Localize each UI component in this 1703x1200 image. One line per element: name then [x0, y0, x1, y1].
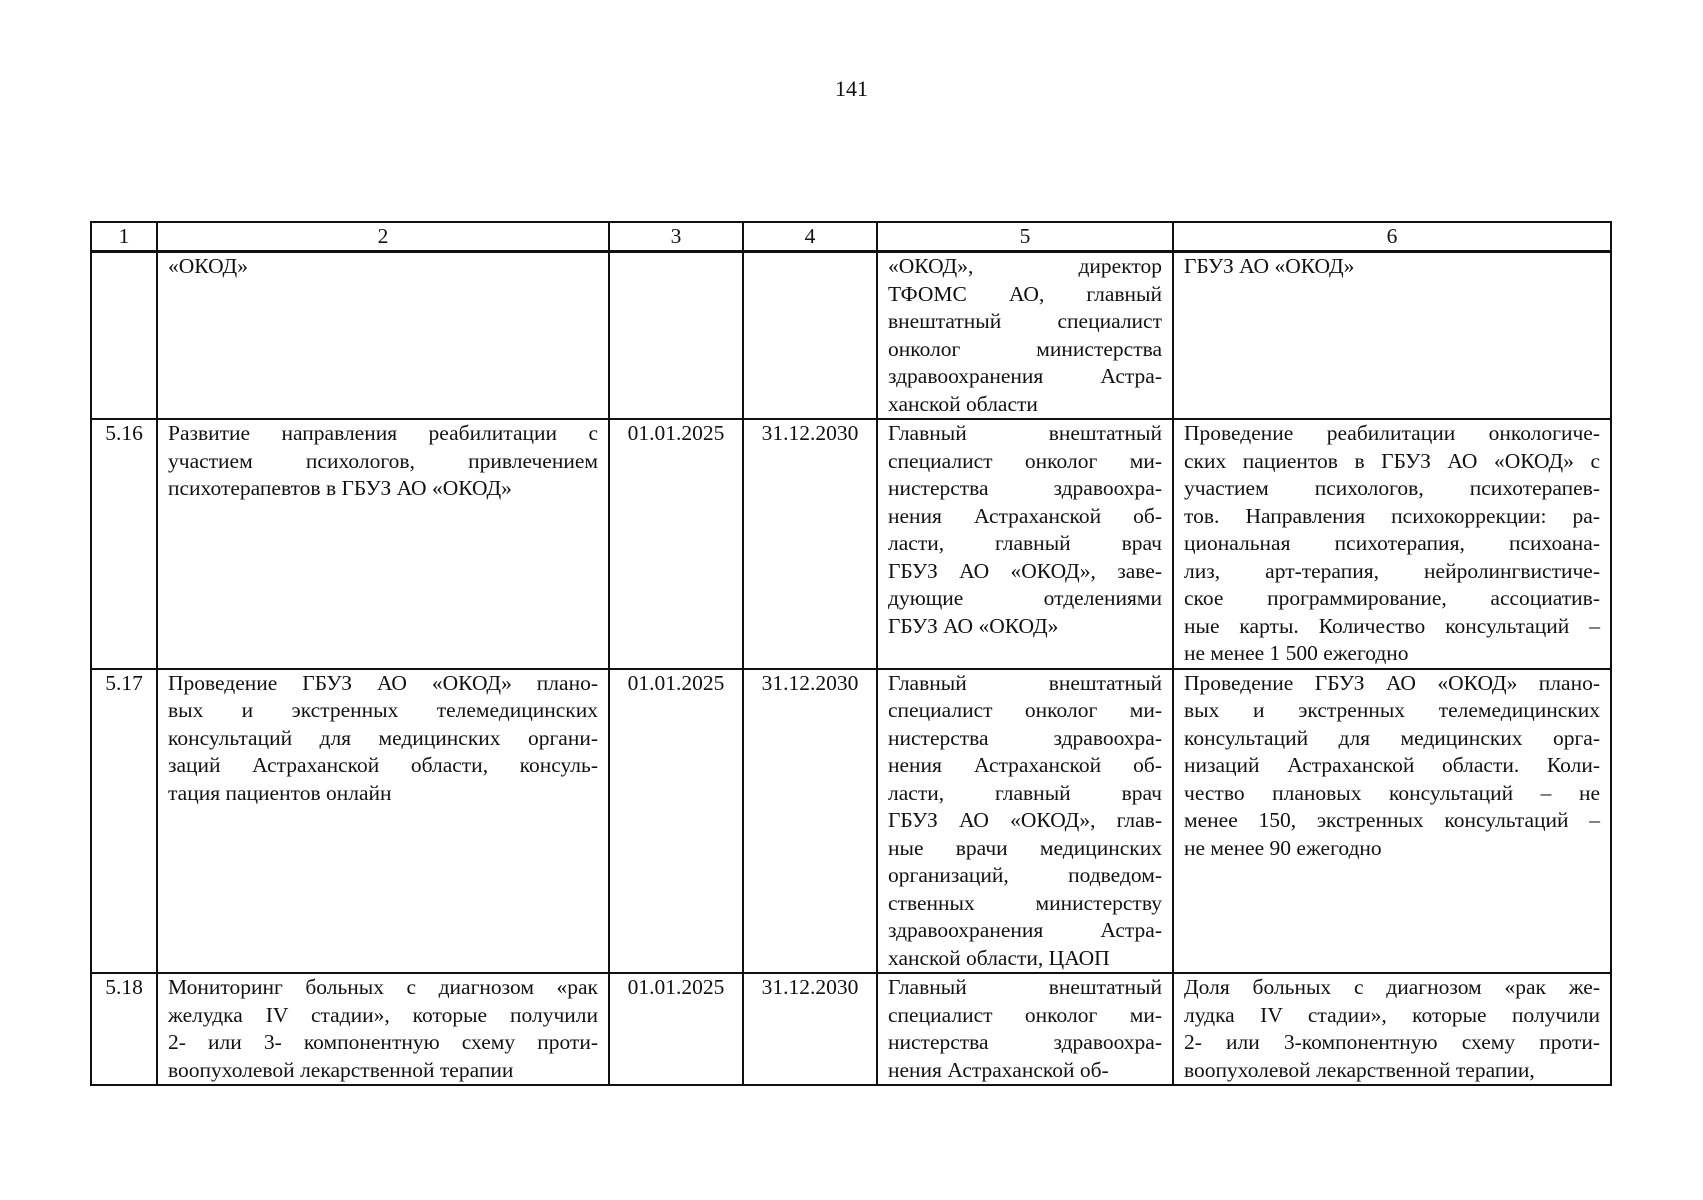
text-line: консультаций для медицинских органи-	[168, 725, 598, 750]
text-line: внештатный специалист	[888, 309, 1162, 333]
row-end-date: 31.12.2030	[743, 419, 877, 669]
text-line: чество плановых консультаций – не	[1184, 780, 1600, 805]
text-line: ласти, главный врач	[888, 531, 1162, 555]
text-line: Мониторинг больных с диагнозом «рак	[168, 975, 598, 999]
continuation-row	[91, 252, 1611, 420]
text-line: Главный внештатный	[888, 421, 1162, 445]
row-result	[1173, 669, 1611, 974]
text-line: тов. Направления психокоррекции: ра-	[1184, 503, 1600, 528]
text-line: низаций Астраханской области. Коли-	[1184, 753, 1600, 777]
text-line: участием психологов, привлечением	[168, 448, 598, 473]
text-line: ные врачи медицинских	[888, 835, 1162, 860]
continuation-start-cell	[609, 252, 743, 420]
text-line: вых и экстренных телемедицинских	[1184, 698, 1600, 722]
text-line: нистерства здравоохра-	[888, 1030, 1162, 1054]
text-line: ских пациентов в ГБУЗ АО «ОКОД» с	[1184, 448, 1600, 473]
text-line: ГБУЗ АО «ОКОД», заве-	[888, 558, 1162, 583]
continuation-end-cell	[743, 252, 877, 420]
text-line: менее 150, экстренных консультаций –	[1184, 808, 1600, 832]
row-responsible	[877, 669, 1173, 974]
text-line: лиз, арт-терапия, нейролингвистиче-	[1184, 558, 1600, 583]
row-responsible	[877, 419, 1173, 669]
text-line: здравоохранения Астра-	[888, 918, 1162, 942]
table-row	[91, 669, 1611, 974]
column-header-4: 4	[743, 222, 877, 252]
row-end-date: 31.12.2030	[743, 973, 877, 1085]
text-line: ные карты. Количество консультаций –	[1184, 613, 1600, 638]
text-line: ханской области, ЦАОП	[888, 945, 1110, 970]
text-line: организаций, подведом-	[888, 863, 1162, 887]
text-line: ГБУЗ АО «ОКОД», глав-	[888, 808, 1162, 832]
continuation-result-cell: ГБУЗ АО «ОКОД»	[1173, 252, 1611, 420]
text-line: 2- или 3-компонентную схему проти-	[1184, 1030, 1600, 1054]
text-line: ское программирование, ассоциатив-	[1184, 586, 1600, 610]
table-row	[91, 973, 1611, 1085]
text-line: нения Астраханской об-	[888, 1057, 1109, 1082]
text-line: нистерства здравоохра-	[888, 476, 1162, 500]
column-header-2: 2	[157, 222, 609, 252]
row-title	[157, 973, 609, 1085]
row-result	[1173, 419, 1611, 669]
text-line: специалист онколог ми-	[888, 698, 1162, 722]
row-start-date: 01.01.2025	[609, 669, 743, 974]
text-line: здравоохранения Астра-	[888, 364, 1162, 388]
row-responsible	[877, 973, 1173, 1085]
row-title	[157, 669, 609, 974]
text-line: циональная психотерапия, психоана-	[1184, 531, 1600, 555]
text-line: нения Астраханской об-	[888, 753, 1162, 777]
page-number: 141	[835, 76, 868, 101]
text-line: воопухолевой лекарственной терапии	[168, 1057, 514, 1082]
text-line: дующие отделениями	[888, 586, 1162, 610]
text-line: ГБУЗ АО «ОКОД»	[888, 613, 1059, 638]
continuation-num-cell	[91, 252, 157, 420]
measures-table	[90, 221, 1612, 1086]
row-result	[1173, 973, 1611, 1085]
column-number-row	[91, 222, 1611, 252]
text-line: онколог министерства	[888, 336, 1162, 361]
text-line: воопухолевой лекарственной терапии,	[1184, 1057, 1535, 1082]
text-line: тация пациентов онлайн	[168, 780, 392, 805]
row-number: 5.17	[91, 669, 157, 974]
row-title	[157, 419, 609, 669]
text-line: специалист онколог ми-	[888, 1002, 1162, 1027]
text-line: нистерства здравоохра-	[888, 725, 1162, 750]
text-line: консультаций для медицинских орга-	[1184, 725, 1600, 750]
row-start-date: 01.01.2025	[609, 419, 743, 669]
column-header-6: 6	[1173, 222, 1611, 252]
text-line: Главный внештатный	[888, 670, 1162, 695]
continuation-responsible-cell	[877, 252, 1173, 420]
column-header-1: 1	[91, 222, 157, 252]
column-header-3: 3	[609, 222, 743, 252]
text-line: «ОКОД», директор	[888, 254, 1162, 278]
row-number: 5.16	[91, 419, 157, 669]
row-number: 5.18	[91, 973, 157, 1085]
text-line: Проведение ГБУЗ АО «ОКОД» плано-	[1184, 670, 1600, 695]
text-line: участием психологов, психотерапев-	[1184, 476, 1600, 500]
text-line: вых и экстренных телемедицинских	[168, 698, 598, 722]
text-line: ТФОМС АО, главный	[888, 281, 1162, 306]
text-line: специалист онколог ми-	[888, 448, 1162, 473]
row-end-date: 31.12.2030	[743, 669, 877, 974]
text-line: желудка IV стадии», которые получили	[168, 1002, 598, 1027]
text-line: 2- или 3- компонентную схему проти-	[168, 1030, 598, 1054]
text-line: не менее 1 500 ежегодно	[1184, 641, 1409, 665]
text-line: лудка IV стадии», которые получили	[1184, 1002, 1600, 1027]
row-start-date: 01.01.2025	[609, 973, 743, 1085]
text-line: не менее 90 ежегодно	[1184, 835, 1382, 860]
text-line: Проведение ГБУЗ АО «ОКОД» плано-	[168, 670, 598, 695]
continuation-title-cell: «ОКОД»	[157, 252, 609, 420]
text-line: Главный внештатный	[888, 975, 1162, 999]
table-row	[91, 419, 1611, 669]
text-line: Проведение реабилитации онкологиче-	[1184, 421, 1600, 445]
text-line: Развитие направления реабилитации с	[168, 421, 598, 445]
text-line: психотерапевтов в ГБУЗ АО «ОКОД»	[168, 476, 512, 500]
text-line: ственных министерству	[888, 890, 1162, 915]
text-line: Доля больных с диагнозом «рак же-	[1184, 975, 1600, 999]
text-line: ласти, главный врач	[888, 780, 1162, 805]
text-line: нения Астраханской об-	[888, 503, 1162, 528]
text-line: ханской области	[888, 391, 1038, 416]
column-header-5: 5	[877, 222, 1173, 252]
text-line: заций Астраханской области, консуль-	[168, 753, 598, 777]
